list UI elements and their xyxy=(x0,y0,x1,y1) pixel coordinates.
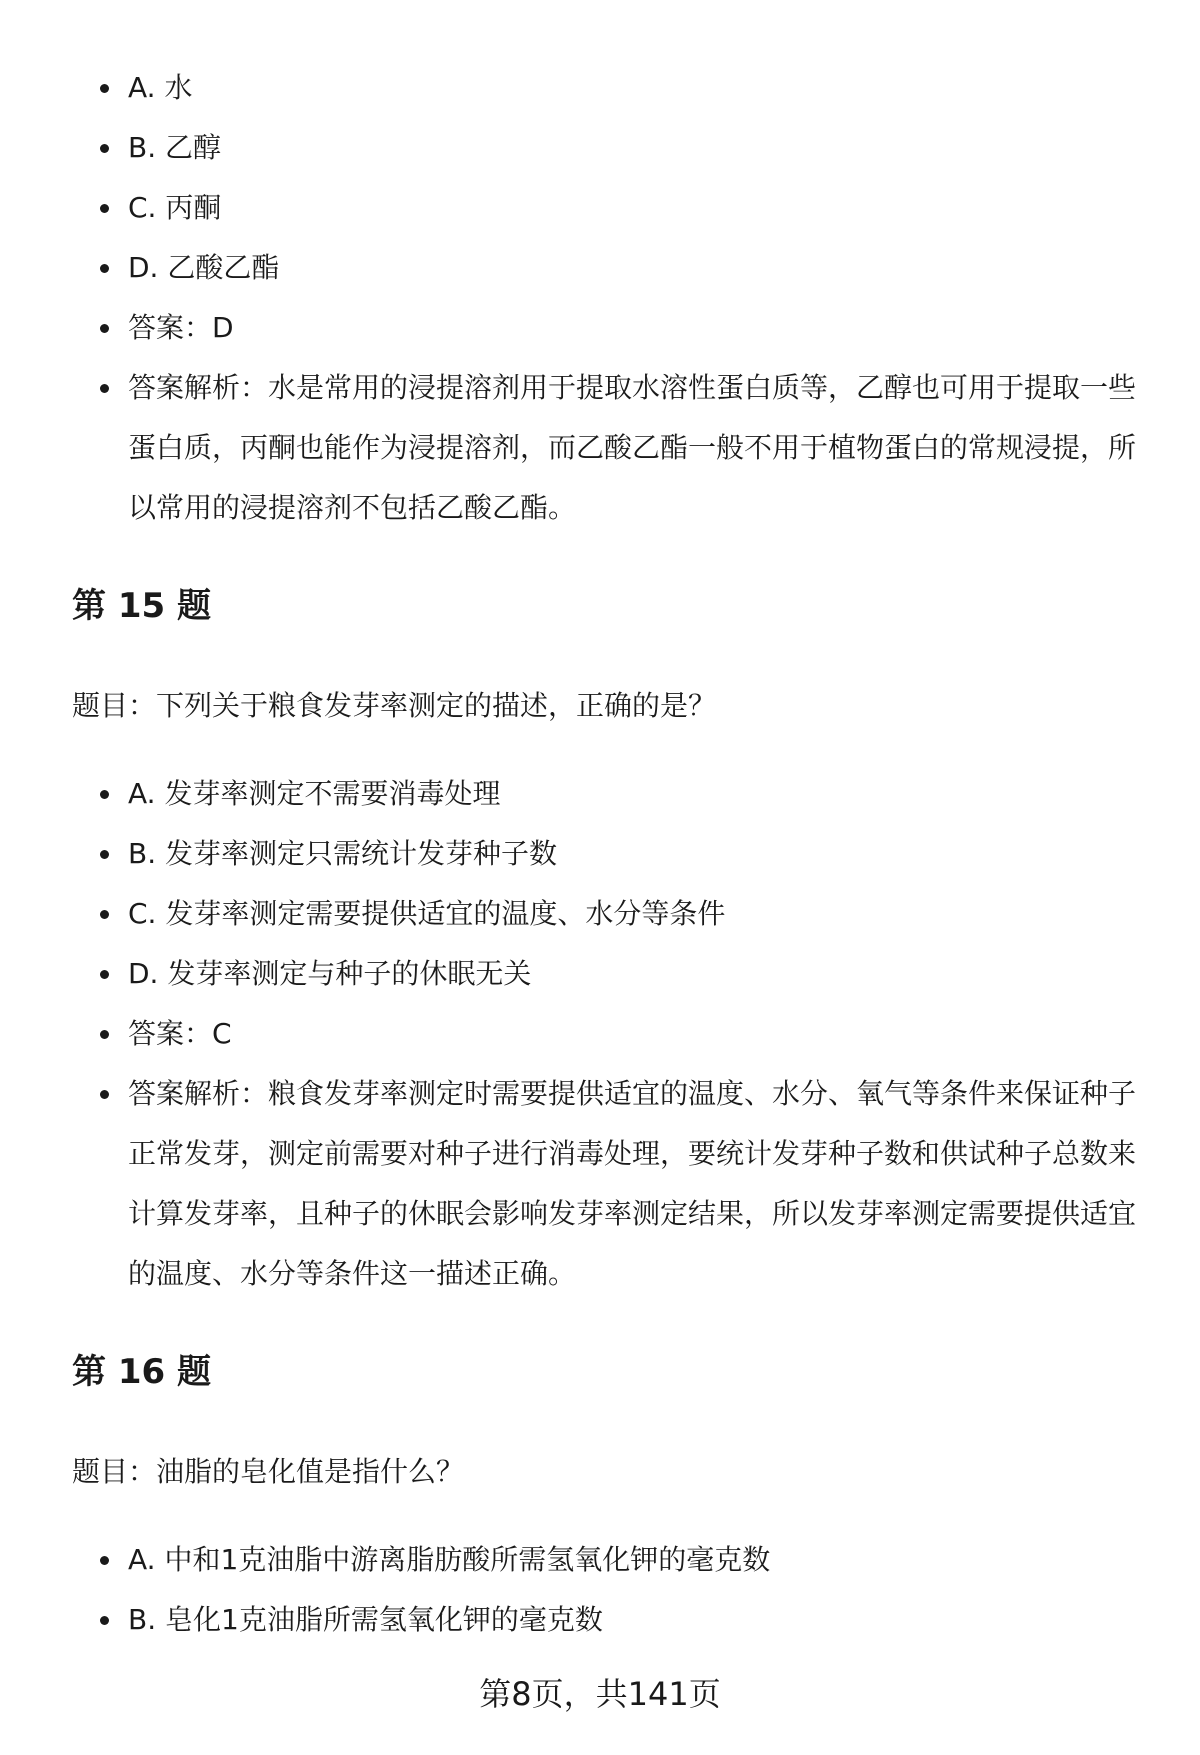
list-item xyxy=(96,944,1146,1004)
list-item xyxy=(96,1530,1146,1590)
option-a: A. 水 xyxy=(128,71,193,104)
question-text: 题目：下列关于粮食发芽率测定的描述，正确的是？ xyxy=(72,689,717,722)
list-item xyxy=(96,58,1146,118)
bullet-icon xyxy=(100,850,109,859)
bullet-icon xyxy=(100,384,109,393)
option-b: B. 乙醇 xyxy=(128,131,222,164)
option-d: D. 发芽率测定与种子的休眠无关 xyxy=(128,957,532,990)
answer-explanation: 答案解析：水是常用的浸提溶剂用于提取水溶性蛋白质等，乙醇也可用于提取一些蛋白质，丙酮也能作为浸提溶剂，而乙酸乙酯一般不用于植物蛋白的常规浸提，所以常用的浸提溶剂不包括乙酸乙酯。 xyxy=(128,371,1137,524)
list-item xyxy=(96,764,1146,824)
bullet-icon xyxy=(100,1556,109,1565)
answer: 答案：D xyxy=(128,311,234,344)
bullet-icon xyxy=(100,144,109,153)
option-b: B. 皂化1克油脂所需氢氧化钾的毫克数 xyxy=(128,1603,603,1636)
question-heading: 第 16 题 xyxy=(72,1352,211,1392)
bullet-icon xyxy=(100,1616,109,1625)
list-item xyxy=(96,238,1146,298)
list-item xyxy=(96,824,1146,884)
q16-option-list xyxy=(96,1530,1146,1650)
list-item xyxy=(96,1064,1146,1304)
list-item xyxy=(96,884,1146,944)
bullet-icon xyxy=(100,264,109,273)
bullet-icon xyxy=(100,84,109,93)
option-a: A. 发芽率测定不需要消毒处理 xyxy=(128,777,501,810)
question-text: 题目：油脂的皂化值是指什么？ xyxy=(72,1455,465,1488)
option-c: C. 丙酮 xyxy=(128,191,222,224)
bullet-icon xyxy=(100,324,109,333)
q14-option-list xyxy=(96,58,1146,538)
answer-explanation: 答案解析：粮食发芽率测定时需要提供适宜的温度、水分、氧气等条件来保证种子正常发芽，测定前需要对种子进行消毒处理，要统计发芽种子数和供试种子总数来计算发芽率，且种子的休眠会影响发芽率测定结果，所以发芽率测定需要提供适宜的温度、水分等条件这一描述正确。 xyxy=(128,1077,1137,1290)
option-b: B. 发芽率测定只需统计发芽种子数 xyxy=(128,837,558,870)
answer: 答案：C xyxy=(128,1017,232,1050)
bullet-icon xyxy=(100,1090,109,1099)
page-number: 第8页，共141页 xyxy=(479,1675,721,1713)
option-c: C. 发芽率测定需要提供适宜的温度、水分等条件 xyxy=(128,897,726,930)
list-item xyxy=(96,358,1146,538)
bullet-icon xyxy=(100,790,109,799)
list-item xyxy=(96,298,1146,358)
q15-option-list xyxy=(96,764,1146,1304)
list-item xyxy=(96,178,1146,238)
option-a: A. 中和1克油脂中游离脂肪酸所需氢氧化钾的毫克数 xyxy=(128,1543,771,1576)
bullet-icon xyxy=(100,970,109,979)
question-heading: 第 15 题 xyxy=(72,586,211,626)
list-item xyxy=(96,1590,1146,1650)
bullet-icon xyxy=(100,1030,109,1039)
bullet-icon xyxy=(100,910,109,919)
bullet-icon xyxy=(100,204,109,213)
list-item xyxy=(96,118,1146,178)
option-d: D. 乙酸乙酯 xyxy=(128,251,280,284)
list-item xyxy=(96,1004,1146,1064)
